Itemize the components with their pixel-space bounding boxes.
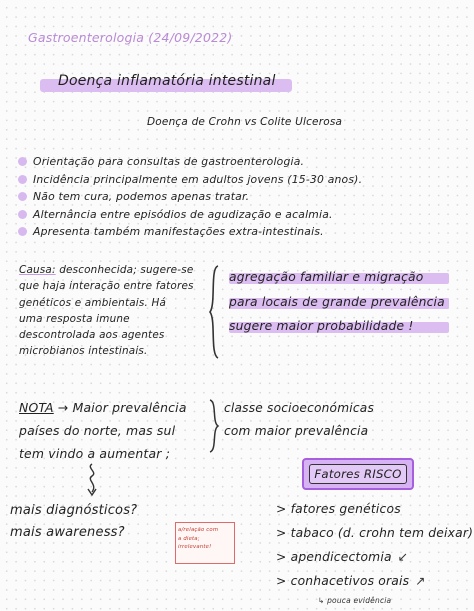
causa-paragraph [19, 262, 194, 360]
bullet-item: Incidência principalmente em adultos jovens (15-30 anos). [18, 171, 362, 189]
title-block [40, 73, 276, 89]
fatores-item: > apendicectomia ↙ [276, 545, 473, 569]
causa-line: descontrolada aos agentes [19, 329, 165, 342]
nota-line: países do norte, mas sul [19, 423, 176, 438]
nota-line: NOTA → Maior prevalência [19, 400, 187, 415]
classe-block [224, 397, 374, 443]
causa-line: microbianos intestinais. [19, 345, 148, 358]
classe-line: com maior prevalência [224, 424, 369, 438]
sticky-note [175, 522, 235, 564]
fatores-item: > fatores genéticos [276, 502, 401, 516]
bullet-item: Apresenta também manifestações extra-intestinais. [18, 223, 362, 241]
causa-line: Causa: desconhecida; sugere-se [19, 264, 194, 276]
header-date: Gastroenterologia (24/09/2022) [28, 30, 233, 45]
highlight-line: agregação familiar e migração [229, 265, 445, 290]
sticky-line: a/relação com [178, 527, 219, 533]
classe-line: classe socioeconómicas [224, 401, 374, 415]
causa-line: que haja interação entre fatores [19, 280, 194, 293]
highlight-line: para locais de grande prevalência [229, 290, 445, 315]
sticky-line: a dieta; [178, 535, 200, 542]
bullet-dot-icon [18, 227, 27, 236]
page-title: Doença inflamatória intestinal [58, 73, 276, 89]
mais-line: mais awareness? [10, 525, 125, 540]
fatores-item: > tabaco (d. crohn tem deixar) [276, 526, 474, 540]
causa-line: uma resposta imune [19, 312, 130, 325]
bullet-dot-icon [18, 175, 27, 184]
arrow-up-right-icon: ↗ [415, 574, 426, 588]
bullet-item: Orientação para consultas de gastroenterologia. [18, 153, 362, 171]
bullet-list [18, 153, 362, 241]
highlight-block [229, 265, 445, 339]
mais-block [10, 500, 137, 544]
bullet-item: Alternância entre episódios de agudização e acalmia. [18, 206, 362, 224]
subtitle: Doença de Crohn vs Colite Ulcerosa [147, 116, 343, 128]
bullet-dot-icon [18, 192, 27, 201]
fatores-risco-box [302, 458, 414, 490]
causa-label: Causa: [19, 264, 56, 276]
nota-line: tem vindo a aumentar ; [19, 446, 171, 461]
bullet-item: Não tem cura, podemos apenas tratar. [18, 188, 362, 206]
highlight-line: sugere maior probabilidade ! [229, 314, 445, 339]
nota-block [19, 396, 187, 465]
curly-bracket-icon [206, 264, 224, 360]
fatores-list [276, 497, 473, 593]
squiggle-arrow-icon [82, 462, 102, 498]
fatores-item: > conhacetivos orais ↗ [276, 569, 473, 593]
arrow-icon: → [57, 400, 69, 415]
nota-label: NOTA [19, 400, 54, 415]
sticky-line: irrelevante! [178, 544, 212, 550]
causa-line: genéticos e ambientais. Há [19, 296, 167, 309]
bullet-dot-icon [18, 157, 27, 166]
curly-bracket-icon [207, 398, 221, 454]
mais-line: mais diagnósticos? [10, 503, 138, 518]
bullet-dot-icon [18, 210, 27, 219]
pouca-evidencia-note: ↳ pouca evidência [318, 596, 392, 605]
arrow-down-left-icon: ↙ [397, 550, 409, 564]
fatores-risco-label: Fatores RISCO [309, 464, 407, 484]
